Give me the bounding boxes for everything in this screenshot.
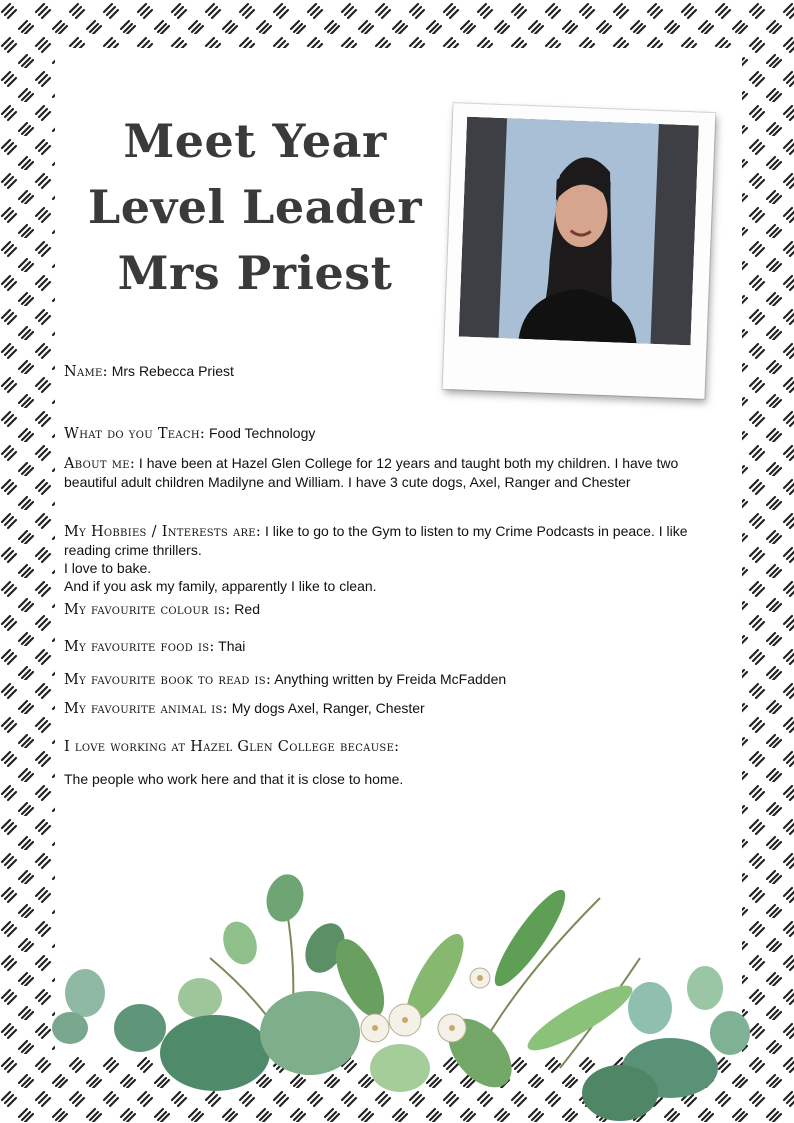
book-label: My favourite book to read is:: [64, 672, 272, 688]
name-field: [64, 362, 234, 381]
about-label: About me:: [64, 456, 136, 472]
book-field: [64, 670, 506, 689]
page-title: [60, 108, 450, 306]
portrait-photo: [459, 117, 699, 346]
teach-label: What do you Teach:: [64, 426, 206, 442]
hobbies-field: [64, 522, 704, 595]
hobbies-label: My Hobbies / Interests are:: [64, 524, 262, 540]
title-line-1: Meet Year: [123, 114, 387, 168]
teach-field: [64, 424, 315, 443]
eucalyptus-leaves-illustration: [40, 868, 760, 1123]
book-value: Anything written by Freida McFadden: [271, 671, 507, 687]
about-value: I have been at Hazel Glen College for 12 years and taught both my children. I have two beautiful adult children Madilyne and William. I have 3 cute dogs, Axel, Ranger and Chester: [64, 455, 679, 490]
colour-field: [64, 600, 260, 619]
food-label: My favourite food is:: [64, 639, 215, 655]
hobbies-line-1: I like to go to the Gym to listen to my Crime Podcasts in peace. I like reading crime thrillers.: [64, 523, 688, 558]
food-value: Thai: [214, 638, 246, 654]
love-label-line: [64, 737, 399, 756]
colour-value: Red: [230, 601, 260, 617]
love-value-line: [64, 770, 403, 788]
love-label: I love working at Hazel Glen College because:: [64, 739, 400, 755]
hobbies-line-2: I love to bake.: [64, 560, 152, 576]
colour-label: My favourite colour is:: [64, 602, 231, 618]
title-line-2: Level Leader: [87, 180, 423, 234]
name-label: Name:: [64, 364, 108, 380]
hobbies-line-3: And if you ask my family, apparently I like to clean.: [64, 578, 377, 594]
about-field: [64, 454, 704, 491]
love-value: The people who work here and that it is close to home.: [64, 771, 404, 787]
name-value: Mrs Rebecca Priest: [107, 363, 234, 379]
animal-value: My dogs Axel, Ranger, Chester: [227, 700, 425, 716]
food-field: [64, 637, 245, 656]
animal-label: My favourite animal is:: [64, 701, 228, 717]
title-line-3: Mrs Priest: [117, 246, 393, 300]
teach-value: Food Technology: [205, 425, 316, 441]
polaroid-frame: [443, 103, 716, 399]
animal-field: [64, 699, 425, 718]
